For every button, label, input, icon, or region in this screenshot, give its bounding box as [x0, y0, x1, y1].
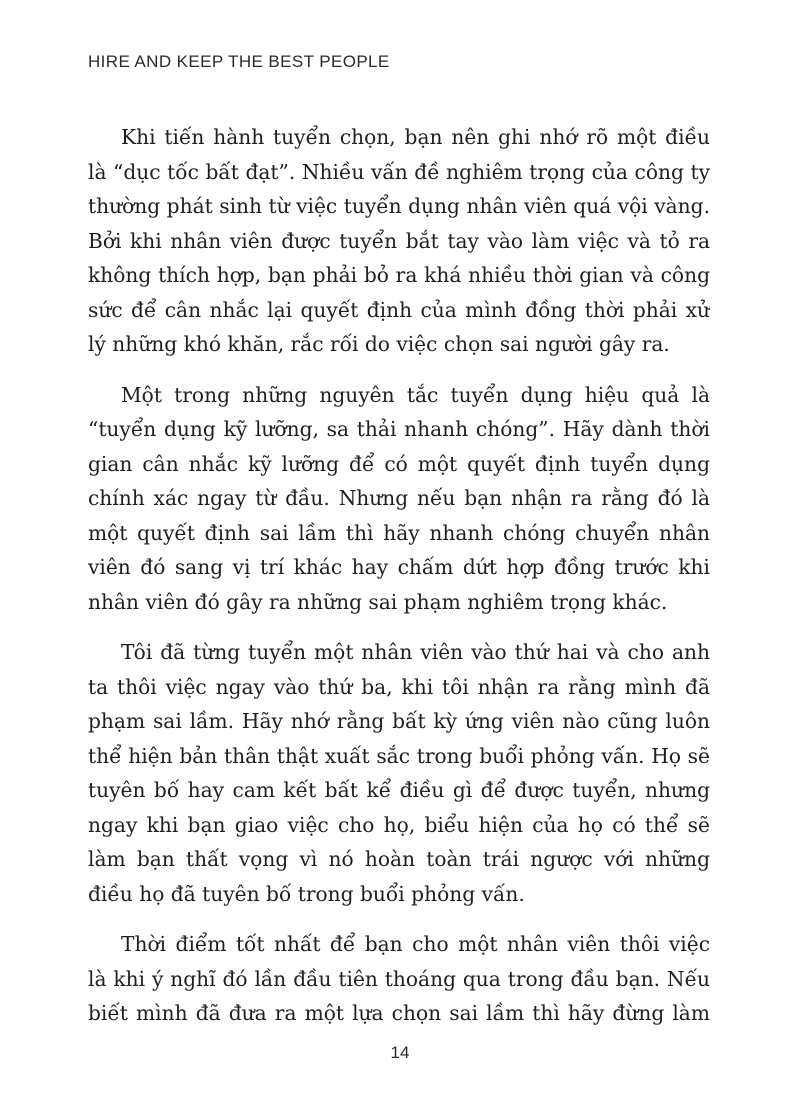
paragraph: [88, 378, 710, 620]
text-line: ngay khi bạn giao việc cho họ, biểu hiện của họ có thể sẽ: [88, 812, 710, 837]
page-number: 14: [390, 1043, 410, 1062]
text-line: phạm sai lầm. Hãy nhớ rằng bất kỳ ứng viên nào cũng luôn: [88, 709, 710, 733]
text-line: Khi tiến hành tuyển chọn, bạn nên ghi nhớ rõ một điều: [121, 125, 710, 149]
text-line: một quyết định sai lầm thì hãy nhanh chóng chuyển nhân: [88, 520, 710, 545]
text-line: Một trong những nguyên tắc tuyển dụng hiệu quả là: [121, 382, 710, 407]
text-line: chính xác ngay từ đầu. Nhưng nếu bạn nhận ra rằng đó là: [88, 486, 710, 510]
text-line: nhân viên đó gây ra những sai phạm nghiêm trọng khác.: [88, 589, 668, 614]
text-line: là “dục tốc bất đạt”. Nhiều vấn đề nghiêm trọng của công ty: [88, 159, 710, 184]
text-line: viên đó sang vị trí khác hay chấm dứt hợp đồng trước khi: [88, 555, 710, 579]
text-line: không thích hợp, bạn phải bỏ ra khá nhiều thời gian và công: [88, 263, 710, 287]
text-line: ta thôi việc ngay vào thứ ba, khi tôi nhận ra rằng mình đã: [88, 674, 710, 699]
body-text: [88, 120, 710, 1047]
text-line: làm bạn thất vọng vì nó hoàn toàn trái ngược với những: [88, 847, 710, 871]
text-line: gian cân nhắc kỹ lưỡng để có một quyết định tuyển dụng: [88, 451, 710, 476]
paragraph: [88, 927, 710, 1031]
text-line: tuyên bố hay cam kết bất kể điều gì để được tuyển, nhưng: [88, 778, 710, 802]
text-line: thường phát sinh từ việc tuyển dụng nhân viên quá vội vàng.: [88, 194, 710, 218]
running-head: HIRE AND KEEP THE BEST PEOPLE: [88, 52, 390, 71]
text-line: Bởi khi nhân viên được tuyển bắt tay vào làm việc và tỏ ra: [88, 228, 710, 253]
paragraph: [88, 635, 710, 911]
text-line: Tôi đã từng tuyển một nhân viên vào thứ hai và cho anh: [121, 640, 710, 664]
text-line: biết mình đã đưa ra một lựa chọn sai lầm thì hãy đừng làm: [88, 1001, 710, 1025]
text-line: lý những khó khăn, rắc rối do việc chọn sai người gây ra.: [88, 332, 670, 356]
text-line: Thời điểm tốt nhất để bạn cho một nhân viên thôi việc: [121, 932, 710, 956]
text-line: điều họ đã tuyên bố trong buổi phỏng vấn.: [88, 881, 525, 906]
text-line: là khi ý nghĩ đó lần đầu tiên thoáng qua trong đầu bạn. Nếu: [88, 966, 710, 991]
text-line: thể hiện bản thân thật xuất sắc trong buổi phỏng vấn. Họ sẽ: [88, 743, 710, 768]
text-line: sức để cân nhắc lại quyết định của mình đồng thời phải xử: [88, 297, 710, 322]
paragraph: [88, 120, 710, 362]
text-line: “tuyển dụng kỹ lưỡng, sa thải nhanh chóng”. Hãy dành thời: [88, 417, 710, 441]
